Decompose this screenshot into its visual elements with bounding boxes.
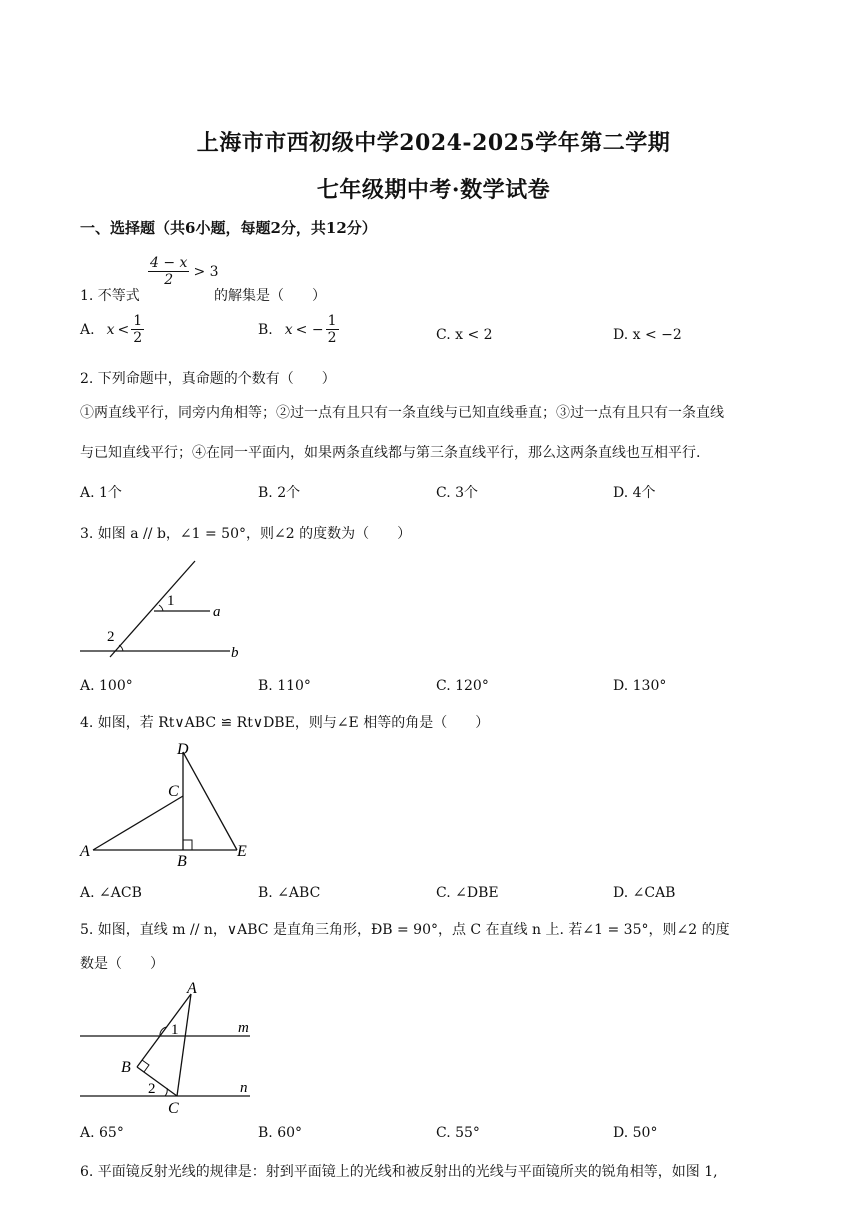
q4-option-d[interactable]: D. ∠CAB <box>613 885 676 901</box>
q3-transversal <box>110 561 195 657</box>
q3-option-d[interactable]: D. 130° <box>613 678 667 694</box>
q5-label-n: n <box>240 1080 248 1096</box>
q3-figure <box>75 555 255 665</box>
q5-option-c[interactable]: C. 55° <box>436 1125 480 1141</box>
q2-option-b[interactable]: B. 2个 <box>258 485 301 501</box>
q3-label-1: 1 <box>167 593 175 609</box>
q5-label-m: m <box>238 1020 249 1036</box>
q3-label-a: a <box>213 604 221 620</box>
q1-stem-suffix: 的解集是（ ） <box>214 288 326 304</box>
q2-stem: 2. 下列命题中，真命题的个数有（ ） <box>80 371 336 387</box>
q4-option-c[interactable]: C. ∠DBE <box>436 885 499 901</box>
q1-option-a-rel: < <box>117 321 130 338</box>
q1-expr-denominator: 2 <box>164 272 174 288</box>
q4-label-D: D <box>177 741 189 758</box>
q3-angle-1-arc <box>159 605 163 611</box>
q1-option-d[interactable]: D. x < −2 <box>613 327 682 343</box>
q4-segment-AC <box>93 796 183 850</box>
q1-option-a-num: 1 <box>133 313 143 329</box>
q5-stem-line1: 5. 如图，直线 m // n，∨ABC 是直角三角形，ÐB = 90°，点 C 在直线 n 上. 若∠1 = 35°，则∠2 的度 <box>80 922 730 938</box>
q1-option-b-var: x <box>284 321 293 338</box>
q3-option-b[interactable]: B. 110° <box>258 678 311 694</box>
q3-option-c[interactable]: C. 120° <box>436 678 489 694</box>
q5-option-a[interactable]: A. 65° <box>80 1125 124 1141</box>
q4-segment-DE <box>183 752 237 850</box>
q5-label-2: 2 <box>148 1081 156 1097</box>
q1-option-b-rel: < − <box>295 321 324 338</box>
q4-figure <box>75 738 260 870</box>
q4-stem: 4. 如图，若 Rt∨ABC ≌ Rt∨DBE，则与∠E 相等的角是（ ） <box>80 715 490 731</box>
q5-segment-BC <box>137 1067 177 1096</box>
q5-label-A: A <box>187 980 197 997</box>
q1-expression <box>146 256 219 287</box>
q3-option-a[interactable]: A. 100° <box>80 678 133 694</box>
q1-option-b-num: 1 <box>327 313 337 329</box>
q5-angle-2-arc <box>165 1088 167 1096</box>
q1-expr-relation: > 3 <box>193 263 219 280</box>
q1-option-b-label: B. <box>258 321 273 338</box>
q6-stem: 6. 平面镜反射光线的规律是：射到平面镜上的光线和被反射出的光线与平面镜所夹的锐角相等，如图 1, <box>80 1164 718 1180</box>
q1-option-a[interactable] <box>80 314 146 345</box>
q5-right-angle-mark <box>142 1060 149 1072</box>
q2-option-d[interactable]: D. 4个 <box>613 485 656 501</box>
q2-statements-line2: 与已知直线平行；④在同一平面内，如果两条直线都与第三条直线平行，那么这两条直线也互相平行. <box>80 445 701 461</box>
q1-option-b[interactable] <box>258 314 341 345</box>
q5-option-d[interactable]: D. 50° <box>613 1125 658 1141</box>
q2-statements-line1: ①两直线平行，同旁内角相等；②过一点有且只有一条直线与已知直线垂直；③过一点有且只有一条直线 <box>80 405 724 421</box>
q1-option-a-den: 2 <box>133 330 143 346</box>
q5-figure <box>75 978 260 1116</box>
q4-label-E: E <box>237 843 247 860</box>
q4-option-b[interactable]: B. ∠ABC <box>258 885 321 901</box>
q3-angle-2-arc <box>119 645 123 651</box>
q1-option-a-label: A. <box>80 321 95 338</box>
q1-stem-prefix: 1. 不等式 <box>80 288 140 304</box>
q5-stem-line2: 数是（ ） <box>80 956 164 972</box>
q1-option-a-var: x <box>106 321 115 338</box>
q4-label-C: C <box>168 783 179 800</box>
q1-option-b-den: 2 <box>327 330 337 346</box>
q4-right-angle-mark <box>183 840 192 850</box>
q2-option-c[interactable]: C. 3个 <box>436 485 479 501</box>
q3-label-2: 2 <box>107 629 115 645</box>
q3-stem: 3. 如图 a // b，∠1 = 50°，则∠2 的度数为（ ） <box>80 526 412 542</box>
q2-option-a[interactable]: A. 1个 <box>80 485 122 501</box>
section-heading: 一、选择题（共6小题，每题2分，共12分） <box>80 219 377 237</box>
q4-label-A: A <box>80 843 90 860</box>
q5-label-1: 1 <box>171 1022 179 1038</box>
q3-label-b: b <box>231 645 239 661</box>
exam-title-line2: 七年级期中考·数学试卷 <box>316 177 551 203</box>
q4-option-a[interactable]: A. ∠ACB <box>80 885 142 901</box>
q5-label-B: B <box>121 1059 131 1076</box>
q1-option-c[interactable]: C. x < 2 <box>436 327 493 343</box>
q5-label-C: C <box>168 1100 179 1116</box>
q4-label-B: B <box>177 853 187 870</box>
exam-title-line1: 上海市市西初级中学2024-2025学年第二学期 <box>196 130 671 156</box>
q5-option-b[interactable]: B. 60° <box>258 1125 303 1141</box>
q1-expr-numerator: 4 − x <box>150 255 188 271</box>
